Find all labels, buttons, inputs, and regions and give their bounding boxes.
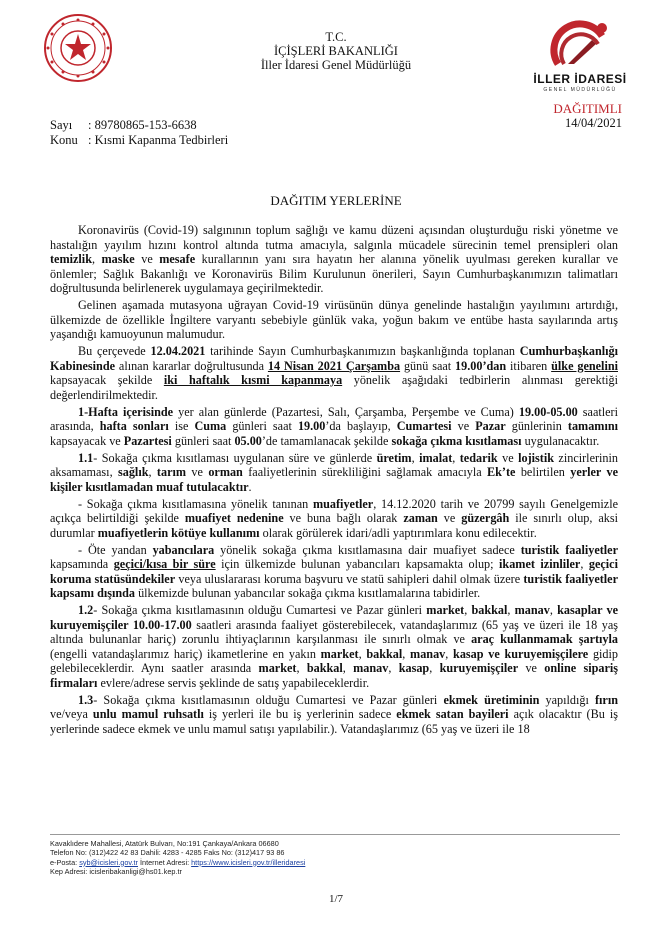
bold-run: kasap — [398, 661, 430, 675]
bold-run: araç kullanmamak şartıyla — [471, 632, 618, 646]
text-run: kapsayacak ve — [50, 433, 124, 448]
bold-run: geçici/kısa bir süre — [113, 557, 216, 571]
bold-run: manav — [514, 603, 550, 617]
bold-run: yabancılara — [152, 542, 215, 557]
text-run: kurallarının yanı sıra hayatın her alanına yönelik uyulması gereken kurallar ve önlemler; Sağlık Bakanlığı ve Koronavirüs Bilim Kurulunun önerileri, Sayın Cumhurbaşkanımızın talimatları doğrultusunda belirlenerek uygulamaya geçirilmektedir. — [50, 252, 619, 295]
bold-run: 19.00-05.00 — [518, 404, 578, 419]
text-run: için ülkemizde bulunan yabancıları kapsamakta olup; — [215, 557, 500, 571]
paragraph — [50, 298, 618, 342]
text-run: ile sınırlı olup, aksi durumlar — [50, 511, 619, 540]
bold-run: ekmek üretiminin — [443, 692, 540, 707]
text-run: - Sokağa çıkma kısıtlaması uygulanan süre ve günlerde — [93, 450, 377, 465]
paragraph — [50, 344, 618, 402]
bold-run: kuruyemişçiler — [439, 661, 519, 675]
text-run: zincirlerinin aksamaması, — [50, 450, 618, 479]
text-run: , — [296, 661, 307, 675]
bold-run: temizlik — [50, 252, 92, 266]
bold-run: üretim — [376, 450, 412, 465]
bold-run: market — [320, 646, 359, 661]
text-run: , — [452, 450, 460, 465]
bold-run: 19.00 — [297, 419, 326, 433]
bold-run: mesafe — [159, 252, 196, 266]
bold-run: iki haftalık kısmi kapanmaya — [163, 373, 343, 387]
bold-run: Cuma — [194, 419, 227, 433]
sayi-label: Sayı — [50, 118, 73, 132]
text-run: gidip gelebileceklerdir. Aynı saatler arasında — [50, 646, 619, 675]
text-run: evlere/adrese servis şeklinde de satış yapabileceklerdir. — [97, 675, 370, 690]
bold-run: ekmek satan bayileri — [396, 707, 509, 721]
bold-run: maske — [101, 252, 135, 266]
konu-value: : Kısmi Kapanma Tedbirleri — [88, 133, 229, 147]
text-run: ve — [186, 465, 209, 479]
bold-run: Pazar — [475, 419, 506, 433]
sayi-value: : 89780865-153-6638 — [88, 118, 197, 132]
text-run: ülkemizde bulunan yabancılar sokağa çıkma kısıtlamalarına tabidirler. — [135, 586, 481, 600]
text-run: - Sokağa çıkma kısıtlamasına yönelik tanınan — [78, 496, 313, 511]
document-date: 14/04/2021 — [565, 116, 622, 130]
text-run: , — [429, 661, 440, 675]
text-run: , — [91, 252, 102, 266]
text-run: veya uluslararası koruma başvuru ve statü sahipleri dahil olmak üzere — [175, 571, 524, 586]
footer-divider — [50, 834, 620, 835]
text-run: günü saat — [400, 358, 456, 373]
text-run: günleri saat — [171, 433, 235, 448]
text-run: yer alan günlerde (Pazartesi, Salı, Çarşamba, Perşembe ve Cuma) — [173, 404, 519, 419]
text-run: - Sokağa çıkma kısıtlamasının olduğu Cumartesi ve Pazar günleri — [93, 692, 444, 707]
bold-run: lojistik — [518, 450, 554, 465]
internet-link[interactable]: https://www.icisleri.gov.tr/illeridaresi — [191, 857, 306, 867]
iller-idaresi-logo — [528, 6, 632, 96]
bold-run: 1.3 — [78, 692, 94, 707]
text-run: olarak görülerek idari/adli yaptırımlara konu edilecektir. — [259, 525, 537, 540]
sayi-line — [50, 118, 197, 132]
bold-run: tarım — [156, 465, 187, 479]
text-run: yönelik sokağa çıkma kısıtlamasına dair muafiyet sadece — [214, 542, 521, 557]
text-run: , — [507, 603, 515, 617]
text-run: - Öte yandan — [78, 542, 153, 557]
paragraph — [50, 451, 618, 495]
text-run: ve — [437, 511, 462, 525]
bold-run: market — [258, 661, 297, 675]
bold-run: zaman — [403, 511, 438, 525]
text-run: ’de tamamlanacak şekilde — [261, 433, 392, 448]
bold-run: Ek’te — [487, 465, 516, 479]
bold-run: ikamet izinliler — [499, 557, 581, 571]
konu-line — [50, 133, 228, 147]
bold-run: 19.00’dan — [455, 358, 507, 373]
text-run: kapsayacak şekilde — [50, 373, 164, 387]
bold-run: manav — [410, 646, 446, 661]
text-run: ve/veya — [50, 707, 93, 721]
text-run: , — [445, 646, 454, 661]
text-run: ve buna bağlı olarak — [283, 511, 404, 525]
text-run: , — [549, 603, 558, 617]
text-run: , — [580, 557, 589, 571]
logo-title: İLLER İDARESİ — [533, 72, 627, 86]
bold-run: bakkal — [306, 661, 343, 675]
bold-run: Pazartesi — [123, 433, 172, 448]
footer — [50, 839, 305, 876]
bold-run: orman — [208, 465, 243, 479]
bold-run: yerler ve kişiler kısıtlamadan muaf tutulacaktır — [50, 465, 619, 494]
bold-run: bakkal — [366, 646, 403, 661]
text-run: ve — [451, 419, 476, 433]
bold-run: 05.00 — [234, 433, 262, 448]
bold-run: 14 Nisan 2021 Çarşamba — [267, 358, 401, 373]
bold-run: Cumhurbaşkanlığı Kabinesinde — [50, 344, 618, 373]
text-run: , 14.12.2020 tarih ve 20799 sayılı Genelgemizle açıkça belirtildiği şekilde — [50, 496, 618, 525]
text-run: alınan kararlar doğrultusunda — [115, 358, 268, 373]
text-run: ise — [168, 419, 195, 433]
footer-phone: Telefon No: (312)422 42 83 Dahili: 4283 - 4285 Faks No: (312)417 93 86 — [50, 848, 285, 858]
document-body — [50, 223, 618, 739]
bold-run: fırın — [594, 692, 618, 707]
eposta-label: e-Posta: — [50, 857, 80, 867]
text-run: , — [358, 646, 367, 661]
text-run: yönelik aşağıdaki tedbirlerin alınması gerektiği değerlendirilmektedir. — [50, 373, 619, 402]
bold-run: muafiyetlerin kötüye kullanımı — [97, 525, 260, 540]
bold-run: muafiyetler — [312, 496, 374, 511]
text-run: , — [402, 646, 411, 661]
text-run: ve — [497, 450, 519, 465]
text-run: tarihinde Sayın Cumhurbaşkanımızın başkanlığında toplanan — [205, 344, 520, 358]
paragraph — [50, 543, 618, 601]
text-run: (engelli vatandaşlarımız hariç) ikametlerine en yakın — [50, 646, 321, 661]
bold-run: imalat — [419, 450, 453, 465]
logo-subtitle: GENEL MÜDÜRLÜĞÜ — [543, 87, 617, 93]
text-run: günleri saat — [226, 419, 298, 433]
eposta-link[interactable]: syb@icisleri.gov.tr — [79, 857, 138, 867]
text-run: ve — [134, 252, 160, 266]
bold-run: muafiyet nedenine — [184, 511, 284, 525]
text-run: . — [248, 479, 252, 494]
paragraph — [50, 693, 618, 737]
konu-label: Konu — [50, 133, 78, 147]
bold-run: 1.2 — [78, 603, 94, 617]
page-number: 1/7 — [328, 893, 344, 905]
bold-run: ülke genelini — [551, 358, 618, 373]
bold-run: 1.1 — [78, 450, 94, 465]
bold-run: geçici koruma statüsündekiler — [50, 557, 618, 586]
text-run: - Sokağa çıkma kısıtlamasının olduğu Cumartesi ve Pazar günleri — [93, 603, 427, 617]
footer-address: Kavaklıdere Mahallesi, Atatürk Bulvarı, No:191 Çankaya/Ankara 06680 — [50, 839, 279, 848]
text-run: iş yerleri ile bu iş yerlerinin sadece — [203, 707, 397, 721]
bold-run: Cumartesi — [396, 419, 452, 433]
paragraph — [50, 223, 618, 296]
bold-run: turistik faaliyetler kapsamı dışında — [50, 571, 618, 600]
text-run: itibaren — [506, 358, 552, 373]
text-run: , — [411, 450, 420, 465]
paragraph — [50, 405, 618, 449]
text-run: kapsamında — [50, 557, 114, 571]
text-run: Bu çerçevede — [78, 344, 151, 358]
bold-run: kasap ve kuruyemişçilere — [453, 646, 589, 661]
text-run: saatleri arasında, — [50, 404, 618, 433]
header-tc: T.C. — [325, 30, 347, 44]
paragraph — [50, 603, 618, 690]
text-run: , — [388, 661, 399, 675]
bold-run: 12.04.2021 — [150, 344, 206, 358]
bold-run: kasaplar ve kuruyemişçiler 10.00-17.00 — [50, 603, 619, 632]
text-run: , — [464, 603, 472, 617]
text-run: , — [148, 465, 157, 479]
paragraph — [50, 497, 618, 541]
distribution-stamp: DAĞITIMLI — [553, 101, 622, 116]
text-run: ve — [518, 661, 545, 675]
text-run: faaliyetlerinin sürekliliğini sağlamak amacıyla — [242, 465, 488, 479]
header-ministry: İÇİŞLERİ BAKANLIĞI — [274, 44, 398, 58]
bold-run: market — [426, 603, 465, 617]
footer-contact — [50, 858, 305, 867]
text-run: Koronavirüs (Covid-19) salgınının toplum sağlığı ve kamu düzeni açısından oluşturduğu riski yönetme ve hastalığın yayılım hızını kontrol altında tutma amacıyla, salgınla mücadele sürecinin temel prensipleri olan — [50, 223, 618, 252]
text-run: yapıldığı — [539, 692, 595, 707]
bold-run: bakkal — [471, 603, 508, 617]
text-run: uygulanacaktır. — [521, 433, 600, 448]
text-run: günlerinin — [505, 419, 568, 433]
text-run: , — [342, 661, 354, 675]
bold-run: hafta sonları — [99, 419, 169, 433]
bold-run: turistik faaliyetler — [520, 542, 618, 557]
footer-kep: Kep Adresi: icisleribakanligi@hs01.kep.tr — [50, 866, 182, 876]
bold-run: unlu mamul ruhsatlı — [92, 707, 204, 721]
text-run: ’da başlayıp, — [325, 419, 397, 433]
bold-run: online sipariş firmaları — [50, 661, 618, 690]
header-directorate: İller İdaresi Genel Müdürlüğü — [260, 58, 412, 72]
text-run: belirtilen — [515, 465, 571, 479]
bold-run: güzergâh — [461, 511, 510, 525]
text-run: açık olacaktır (Bu iş yerlerinde sadece ekmek ve unlu mamul satışı yapılabilir.). Vatandaşlarımız (65 yaş ve üzeri ile 18 — [50, 707, 618, 736]
bold-run: sağlık — [118, 465, 149, 479]
bold-run: tedarik — [459, 450, 498, 465]
bold-run: tamamını — [567, 419, 618, 433]
bold-run: 1-Hafta içerisinde — [78, 404, 174, 419]
document-title: DAĞITIM YERLERİNE — [270, 193, 402, 208]
internet-label: İnternet Adresi: — [137, 857, 192, 867]
bold-run: sokağa çıkma kısıtlaması — [391, 433, 522, 448]
text-run: Gelinen aşamada mutasyona uğrayan Covid-19 virüsünün dünya genelinde hastalığın yayılımını artırdığı, ülkemizde de özellikle İngiltere varyantı sebebiyle günlük vaka, yoğun bakım ve entübe hasta sayılarında artış yaşandığı kamuoyunun malumudur. — [50, 298, 618, 341]
bold-run: manav — [353, 661, 389, 675]
text-run: saatleri arasında faaliyet gösterebilecek, vatandaşlarımız (65 yaş ve üzeri ile 18 yaş altında bulunanlar hariç) zorunlu ihtiyaçlarının karşılanması ile sınırlı olmak ve — [50, 617, 618, 646]
